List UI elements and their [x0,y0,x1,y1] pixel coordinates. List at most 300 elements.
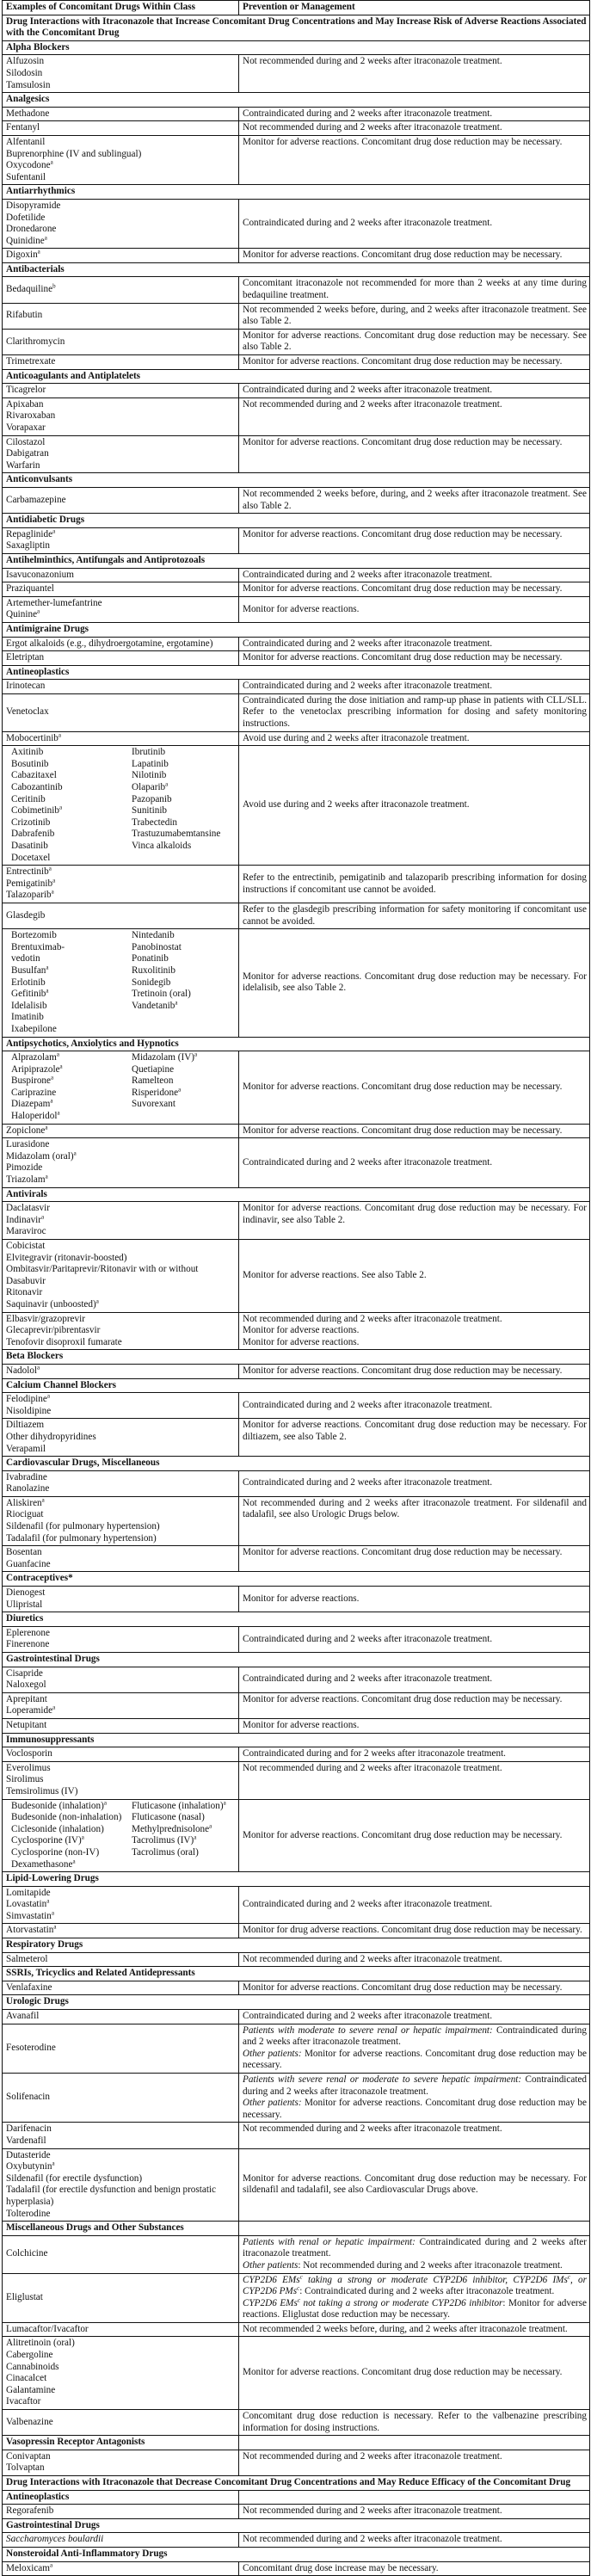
table-row [3,2010,590,2024]
category-name: Antiarrhythmics [3,185,590,200]
table-row [3,1692,590,1718]
drug-name: Felodipine$^a$ [6,1392,50,1405]
category-name: Lipid-Lowering Drugs [3,1872,590,1887]
management-cell: Not recommended 2 weeks before, during, and 2 weeks after itraconazole treatment. [239,2322,590,2337]
drugs-cell [3,1419,239,1457]
drug-name: Cisapride [6,1667,43,1679]
drugs-cell [3,1747,239,1762]
drug-name: Tolvaptan [6,2462,45,2474]
drug-name: Busulfan$^a$ [11,964,49,976]
category-name: Antimigraine Drugs [3,622,590,637]
management-cell: Not recommended 2 weeks before, during, and 2 weeks after itraconazole treatment. See also Table 2. [239,487,590,513]
table-row [3,2123,590,2148]
drugs-cell [3,107,239,121]
table-row [3,2337,590,2410]
drug-name: Lurasidone [6,1139,50,1150]
drug-name: Suvorexant [132,1099,175,1110]
management-cell [239,2024,590,2073]
management-line: Not recommended during and 2 weeks after itraconazole treatment. [243,1313,502,1324]
category-row [3,1938,590,1953]
drug-name: Entrectinib$^a$ [6,865,52,878]
management-cell: Monitor for adverse reactions. Concomitant drug dose reduction may be necessary. [239,1546,590,1572]
table-row [3,693,590,731]
management-paragraph: Patients with severe renal or moderate to severe hepatic impairment: Contraindicated during and 2 weeks after itraconazole treatment. [243,2074,588,2097]
table-row [3,1419,590,1457]
management-cell [239,2273,590,2322]
drug-name: Cyclosporine (non-IV) [11,1846,100,1858]
category-row [3,1967,590,1981]
drug-name: Avanafil [6,2011,40,2022]
drug-name: Ulipristal [6,1599,43,1610]
drugs-cell [3,1240,239,1313]
drugs-cell [3,1051,239,1125]
category-row [3,1653,590,1667]
table-row [3,1496,590,1545]
drug-name: Vinca alkaloids [132,841,192,851]
drugs-cell [3,1626,239,1652]
drug-name: Fluticasone (nasal) [132,1812,205,1823]
drug-name: Indinavir$^a$ [6,1213,45,1225]
drugs-cell [3,303,239,329]
drug-name: Tenofovir disoproxil fumarate [6,1336,122,1347]
drugs-cell [3,746,239,866]
table-row [3,487,590,513]
drugs-cell [3,693,239,731]
drug-name: Artemether-lumefantrine [6,597,102,608]
drug-name: Cabozantinib [11,782,63,793]
table-row [3,1364,590,1378]
drug-name: Gefitinib$^a$ [11,987,49,1000]
drug-name: Tadalafil (for pulmonary hypertension) [6,1532,157,1544]
management-cell: Monitor for adverse reactions. [239,596,590,622]
management-cell: Not recommended during and 2 weeks after itraconazole treatment. [239,121,590,136]
drug-column-a [11,930,132,1035]
footnote-marker: a [46,964,49,971]
category-empty-cell [239,2490,590,2505]
category-row [3,553,590,568]
drugs-cell [3,384,239,398]
management-cell: Avoid use during and 2 weeks after itraconazole treatment. [239,746,590,866]
category-name: Antihelminthics, Antifungals and Antiprotozoals [3,553,590,568]
drug-name: Nisoldipine [6,1405,52,1416]
footnote-marker: c [297,2296,300,2303]
footnote-marker: a [56,1051,59,1058]
drug-name: Ponatinib [132,953,169,964]
footnote-marker: a [175,998,178,1006]
management-cell: Monitor for adverse reactions. Concomitant drug dose reduction may be necessary. [239,1799,590,1872]
footnote-marker: a [52,2160,55,2167]
management-paragraph: Other patients: Not recommended during and 2 weeks after itraconazole treatment. [243,2259,563,2271]
category-row [3,1037,590,1051]
drug-name: Imatinib [11,1012,44,1023]
drug-name: Irinotecan [6,681,46,692]
drug-column-b [132,930,191,1035]
drug-name: Glasdegib [6,909,46,921]
drug-name: Sirolimus [6,1774,44,1785]
section-header-row [3,2476,590,2491]
patient-group-label: Other patients: [243,2098,302,2109]
category-row [3,1572,590,1587]
drugs-cell [3,1364,239,1378]
drug-name: Idelalisib [11,1000,47,1011]
drug-name: Vorapaxar [6,422,46,433]
table-row [3,384,590,398]
footnote-marker: a [45,1173,48,1180]
footnote-marker: a [58,804,63,811]
drug-name: Cannabinoids [6,2361,59,2372]
drugs-cell [3,651,239,666]
drug-column-b [132,1052,197,1123]
management-cell: Monitor for adverse reactions. Concomitant drug dose reduction may be necessary. [239,249,590,263]
drug-name: Bosutinib [11,758,49,769]
drugs-cell [3,637,239,651]
drug-name: Quinidine$^a$ [6,233,47,246]
drug-name: Sildenafil (for erectile dysfunction) [6,2172,143,2184]
drug-name: Solifenacin [6,2092,50,2103]
drugs-cell [3,2450,239,2475]
drug-name: Dabrafenib [11,829,55,840]
drug-column-b [132,747,220,864]
table-row [3,651,590,666]
table-body [3,15,590,2576]
table-row [3,582,590,597]
table-row [3,1886,590,1924]
footnote-marker: a [103,1798,107,1806]
drug-two-column-list [6,1052,236,1123]
drug-name: Zopiclone$^a$ [6,1123,48,1136]
drug-name: Loperamide$^a$ [6,1704,56,1716]
footnote-marker: c [297,2284,300,2292]
category-row [3,2490,590,2505]
table-row [3,2074,590,2123]
table-row [3,1981,590,1995]
table-row [3,1924,590,1938]
category-row [3,1350,590,1365]
drugs-cell [3,1202,239,1240]
drugs-cell [3,1393,239,1419]
management-cell: Monitor for adverse reactions. See also Table 2. [239,1240,590,1313]
table-row [3,2273,590,2322]
drugs-cell [3,2533,239,2548]
drugs-cell [3,1886,239,1924]
table-row [3,1202,590,1240]
management-cell [239,1312,590,1350]
management-cell: Not recommended 2 weeks before, during, and 2 weeks after itraconazole treatment. See also Table 2. [239,303,590,329]
category-row [3,40,590,55]
category-row [3,1733,590,1747]
drugs-cell [3,2322,239,2337]
drug-two-column-list [6,930,236,1035]
management-cell: Contraindicated during and 2 weeks after itraconazole treatment. [239,1470,590,1496]
management-cell: Contraindicated during and 2 weeks after itraconazole treatment. [239,1393,590,1419]
table-row [3,1667,590,1692]
management-paragraph: Patients with renal or hepatic impairment: Contraindicated during and 2 weeks after itraconazole treatment. [243,2236,587,2259]
table-row [3,2450,590,2475]
drug-name: Nintedanib [132,930,175,941]
drug-name: Fentanyl [6,122,40,133]
management-cell: Contraindicated during and 2 weeks after itraconazole treatment. [239,568,590,582]
management-cell: Monitor for adverse reactions. Concomitant drug dose reduction may be necessary. [239,2337,590,2410]
drug-name: Isavuconazonium [6,569,74,580]
management-cell: Not recommended during and 2 weeks after itraconazole treatment. [239,55,590,93]
drug-name: Panobinostat [132,941,182,952]
drugs-cell [3,2123,239,2148]
management-cell: Monitor for adverse reactions. Concomitant drug dose reduction may be necessary. [239,527,590,553]
drugs-cell [3,903,239,928]
footnote-marker: a [51,888,54,896]
drugs-cell [3,866,239,903]
drug-name: Talazoparib$^a$ [6,888,54,901]
footnote-marker: a [37,607,40,615]
drug-name: Carbamazepine [6,494,66,505]
drug-name: Docetaxel [11,852,51,863]
drug-name: Elvitegravir (ritonavir-boosted) [6,1252,127,1263]
drug-name: Venetoclax [6,706,49,718]
drug-name: Lovastatin$^a$ [6,1897,50,1910]
table-row [3,397,590,435]
table-row [3,2410,590,2436]
drug-name: Ceritinib [11,793,46,804]
drug-name: Risperidone$^a$ [132,1086,182,1098]
drug-name: Ivacaftor [6,2396,41,2407]
management-cell: Contraindicated during and 2 weeks after itraconazole treatment. [239,1138,590,1187]
category-row [3,1612,590,1627]
drug-name: Bosentan [6,1547,42,1558]
management-cell: Not recommended during and 2 weeks after itraconazole treatment. For sildenafil and tadalafil, see also Urologic Drugs below. [239,1496,590,1545]
management-cell: Monitor for adverse reactions. Concomitant drug dose reduction may be necessary. [239,651,590,666]
management-cell: Concomitant drug dose increase may be necessary. [239,2561,590,2576]
drug-name: Aprepitant [6,1693,47,1704]
drug-name: Diazepam$^a$ [11,1097,53,1110]
drug-name: Dexamethasone$^a$ [11,1857,76,1870]
table-row [3,1312,590,1350]
drug-name: Aripiprazole$^a$ [11,1062,63,1075]
drug-name: Axitinib [11,747,44,758]
drugs-cell [3,1124,239,1138]
drug-name: Netupitant [6,1719,47,1730]
drug-name: Dronedarone [6,224,57,235]
drug-name: Cinacalcet [6,2373,47,2384]
drug-name: Eliglustat [6,2291,43,2302]
drug-name: Buspirone$^a$ [11,1074,54,1087]
drug-name: Pazopanib [132,793,172,804]
drug-name: Naloxegol [6,1679,46,1691]
drug-name: Ombitasvir/Paritaprevir/Ritonavir with or without [6,1264,199,1275]
drugs-cell [3,2024,239,2073]
drug-name: Trimetrexate [6,356,56,367]
category-row [3,2547,590,2561]
drug-name: Trastuzumabemtansine [132,829,221,840]
footnote-marker: a [50,1097,53,1105]
management-cell: Refer to the glasdegib prescribing information for safety monitoring if concomitant use cannot be avoided. [239,903,590,928]
category-name: Analgesics [3,93,590,108]
category-row [3,622,590,637]
category-name: SSRIs, Tricyclics and Related Antidepressants [3,1967,590,1981]
drug-name: Tacrolimus (IV)$^a$ [132,1833,197,1846]
management-cell: Concomitant itraconazole not recommended for more than 2 weeks at any time during bedaquiline treatment. [239,277,590,303]
management-line: Monitor for adverse reactions. [243,1325,360,1336]
drug-name: Alfentanil [6,136,46,147]
drugs-cell [3,199,239,248]
footnote-marker: a [178,1086,182,1094]
management-paragraph: CYP2D6 EMs$^c$ taking a strong or moderate CYP2D6 inhibitor, CYP2D6 IMs$^c$, or CYP2D6 PMs$^c$: Contraindicated during and 2 weeks after itraconazole treatment. [243,2272,587,2297]
table-row [3,1470,590,1496]
table-row [3,2148,590,2222]
management-cell: Contraindicated during and 2 weeks after itraconazole treatment. [239,1886,590,1924]
drug-name: Midazolam (IV)$^a$ [132,1051,198,1063]
table-row [3,1051,590,1125]
category-name: Antibacterials [3,262,590,277]
category-name: Antivirals [3,1187,590,1202]
category-name: Anticoagulants and Antiplatelets [3,369,590,384]
category-name: Nonsteroidal Anti-Inflammatory Drugs [3,2547,590,2561]
table-row [3,121,590,136]
drug-name: Budesonide (non-inhalation) [11,1812,122,1823]
category-row [3,1457,590,1471]
drug-name: Mobocertinib$^a$ [6,730,62,743]
drugs-cell [3,929,239,1037]
category-row [3,369,590,384]
management-cell: Contraindicated during and for 2 weeks after itraconazole treatment. [239,1747,590,1762]
footnote-marker: a [194,1051,198,1058]
footnote-marker: c [567,2272,570,2280]
drug-name: Elbasvir/grazoprevir [6,1313,85,1324]
footnote-marker: a [52,1704,56,1711]
management-cell: Monitor for adverse reactions. Concomitant drug dose reduction may be necessary. [239,355,590,370]
table-row [3,2235,590,2273]
drug-name: Praziquantel [6,583,54,595]
section-title: Drug Interactions with Itraconazole that Increase Concomitant Drug Concentrations and May Increase Risk of Adverse Reactions Associated with the Concomitant Drug [3,15,590,40]
drugs-cell [3,731,239,746]
drug-name: Galantamine [6,2384,56,2395]
table-row [3,2505,590,2519]
table-row [3,199,590,248]
drug-name: Finerenone [6,1639,50,1650]
drug-name: Cabazitaxel [11,770,57,781]
drug-name: Rifabutin [6,310,43,321]
drug-name: Apixaban [6,398,44,410]
management-cell: Monitor for adverse reactions. Concomitant drug dose reduction may be necessary. For sildenafil and tadalafil, see also Cardiovascular Drugs above. [239,2148,590,2222]
drug-name: Dutasteride [6,2149,51,2160]
management-cell: Not recommended during and 2 weeks after itraconazole treatment. [239,2450,590,2475]
drugs-cell [3,568,239,582]
drug-name: Tamsulosin [6,79,51,90]
drug-name: Ticagrelor [6,385,46,396]
footnote-marker: a [48,865,52,872]
category-name: Vasopressin Receptor Antagonists [3,2436,239,2450]
table-row [3,568,590,582]
drug-name: Dienogest [6,1587,46,1599]
management-cell: Monitor for adverse reactions. Concomitant drug dose reduction may be necessary. For indinavir, see also Table 2. [239,1202,590,1240]
drug-name: vedotin [11,953,40,964]
drug-column-b [132,1798,226,1871]
drug-name: Saxagliptin [6,540,50,552]
drug-name: Brentuximab- [11,941,65,952]
category-name: Calcium Channel Blockers [3,1378,590,1393]
management-cell: Not recommended during and 2 weeks after itraconazole treatment. [239,2505,590,2519]
drug-name: Glecaprevir/pibrentasvir [6,1325,101,1336]
drug-name: Disopyramide [6,200,61,211]
drug-name: Warfarin [6,459,40,471]
category-row [3,262,590,277]
patient-group-label: Other patients: [243,2048,302,2059]
table-row [3,107,590,121]
footnote-marker: a [46,1897,50,1905]
drug-name: Venlafaxine [6,1981,52,1993]
drug-name: Methylprednisolone$^a$ [132,1821,212,1834]
drug-name: Ivabradine [6,1471,47,1482]
drugs-cell [3,582,239,597]
drug-name: Aliskiren$^a$ [6,1496,45,1508]
table-row [3,1138,590,1187]
management-cell: Contraindicated during and 2 weeks after itraconazole treatment. [239,637,590,651]
drug-name: Colchicine [6,2248,48,2259]
management-cell: Monitor for drug adverse reactions. Concomitant drug dose reduction may be necessary. [239,1924,590,1938]
drug-name: Dasabuvir [6,1275,46,1286]
category-name: Antineoplastics [3,2490,239,2505]
table-header-row [3,1,590,15]
category-row [3,473,590,488]
drugs-cell [3,1470,239,1496]
drug-name: Daclatasvir [6,1203,50,1214]
drug-name: Ixabepilone [11,1023,57,1034]
footnote-marker: a [81,1833,84,1841]
table-row [3,596,590,622]
footnote-marker: c [299,2272,303,2280]
drugs-cell [3,2561,239,2576]
drug-column-a [11,1052,132,1123]
drug-name: Sonidegib [132,977,171,988]
footnote-marker: a [51,1074,54,1082]
category-name: Urologic Drugs [3,1995,590,2010]
drugs-cell [3,121,239,136]
category-name: Cardiovascular Drugs, Miscellaneous [3,1457,590,1471]
drug-name: Tolterodine [6,2208,51,2219]
category-name: Gastrointestinal Drugs [3,2518,590,2533]
patient-group-label: CYP2D6 EMs$^c$ not taking a strong or moderate CYP2D6 inhibitor [243,2296,503,2308]
drugs-cell [3,2010,239,2024]
drug-name: Sunitinib [132,805,168,817]
category-row [3,1995,590,2010]
table-row [3,1240,590,1313]
drug-name: Eplerenone [6,1627,50,1638]
drugs-cell [3,2410,239,2436]
drug-name: Dasatinib [11,841,48,851]
drug-name: Lapatinib [132,758,169,769]
drug-name: Ritonavir [6,1287,43,1298]
category-row [3,665,590,680]
category-row [3,93,590,108]
drug-name: Everolimus [6,1762,51,1773]
drug-name: Silodosin [6,67,43,78]
table-row [3,527,590,553]
drug-name: Other dihydropyridines [6,1431,96,1442]
footnote-marker: a [165,780,169,788]
management-cell: Monitor for adverse reactions. Concomitant drug dose reduction may be necessary. For idelalisib, see also Table 2. [239,929,590,1037]
drug-name: Vandetanib$^a$ [132,998,178,1011]
table-row [3,2561,590,2576]
drug-name: Alprazolam$^a$ [11,1051,59,1063]
category-row [3,185,590,200]
drug-name: Cobicistat [6,1241,46,1251]
drugs-cell [3,2505,239,2519]
drug-name: Vardenafil [6,2135,46,2146]
footnote-marker: a [73,1149,77,1157]
category-row [3,1872,590,1887]
patient-group-label: CYP2D6 EMs$^c$ taking a strong or moderate CYP2D6 inhibitor, CYP2D6 IMs$^c$, or CYP2D6 PMs$^c$ [243,2272,587,2297]
footnote-marker: a [52,527,56,535]
footnote-marker: a [58,730,62,738]
